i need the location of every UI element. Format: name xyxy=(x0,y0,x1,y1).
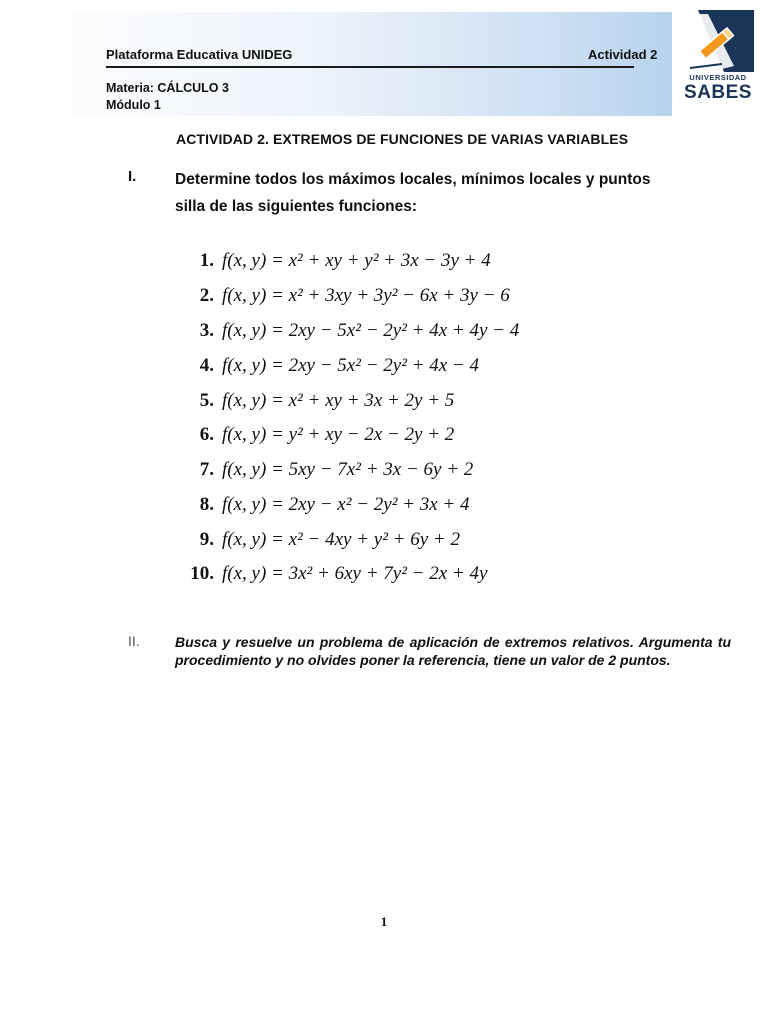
function-expression: f(x, y) = 3x² + 6xy + 7y² − 2x + 4y xyxy=(222,563,488,584)
header-divider xyxy=(106,66,634,68)
function-expression: f(x, y) = x² + 3xy + 3y² − 6x + 3y − 6 xyxy=(222,285,510,306)
logo-sabes-label: SABES xyxy=(684,82,752,103)
function-expression: f(x, y) = 2xy − 5x² − 2y² + 4x + 4y − 4 xyxy=(222,320,520,341)
function-number: 3. xyxy=(199,320,214,341)
function-item xyxy=(180,459,473,489)
function-item xyxy=(180,355,479,385)
logo-university-label: UNIVERSIDAD xyxy=(689,73,747,82)
function-item xyxy=(180,563,487,593)
function-expression: f(x, y) = 5xy − 7x² + 3x − 6y + 2 xyxy=(222,459,474,480)
function-expression: f(x, y) = 2xy − x² − 2y² + 3x + 4 xyxy=(222,494,470,515)
activity-label: Actividad 2 xyxy=(588,47,658,62)
function-expression: f(x, y) = 2xy − 5x² − 2y² + 4x − 4 xyxy=(222,355,479,376)
function-number: 7. xyxy=(199,459,214,480)
function-number: 9. xyxy=(199,529,214,550)
function-item xyxy=(180,250,491,280)
function-number: 2. xyxy=(199,285,214,306)
function-number: 6. xyxy=(199,424,214,445)
page-number: 1 xyxy=(380,914,388,929)
function-number: 10. xyxy=(190,563,214,584)
function-item xyxy=(180,390,454,420)
function-item xyxy=(180,529,460,559)
function-number: 4. xyxy=(199,355,214,376)
section-1-numeral: I. xyxy=(128,168,137,185)
function-number: 5. xyxy=(199,390,214,411)
page-title: ACTIVIDAD 2. EXTREMOS DE FUNCIONES DE VARIAS VARIABLES xyxy=(176,131,629,147)
function-number: 8. xyxy=(199,494,214,515)
function-item xyxy=(180,494,469,524)
function-expression: f(x, y) = y² + xy − 2x − 2y + 2 xyxy=(222,424,455,445)
function-item xyxy=(180,424,454,454)
instruction-line-1: Determine todos los máximos locales, mínimos locales y puntos xyxy=(175,171,651,188)
function-item xyxy=(180,285,510,315)
function-expression: f(x, y) = x² − 4xy + y² + 6y + 2 xyxy=(222,529,460,550)
module-label: Módulo 1 xyxy=(106,98,161,112)
function-expression: f(x, y) = x² + xy + 3x + 2y + 5 xyxy=(222,390,455,411)
platform-name: Plataforma Educativa UNIDEG xyxy=(106,47,293,62)
function-number: 1. xyxy=(199,250,214,271)
section-2-numeral: II. xyxy=(128,633,140,649)
section-2-instruction: Busca y resuelve un problema de aplicación de extremos relativos. Argumenta tu procedimiento y no olvides poner la referencia, tiene un valor de 2 puntos. xyxy=(175,634,731,668)
instruction-line-2: silla de las siguientes funciones: xyxy=(175,198,418,215)
section-1-instruction xyxy=(175,166,655,220)
function-item xyxy=(180,320,519,350)
subject-label: Materia: CÁLCULO 3 xyxy=(106,81,229,95)
function-expression: f(x, y) = x² + xy + y² + 3x − 3y + 4 xyxy=(222,250,491,271)
